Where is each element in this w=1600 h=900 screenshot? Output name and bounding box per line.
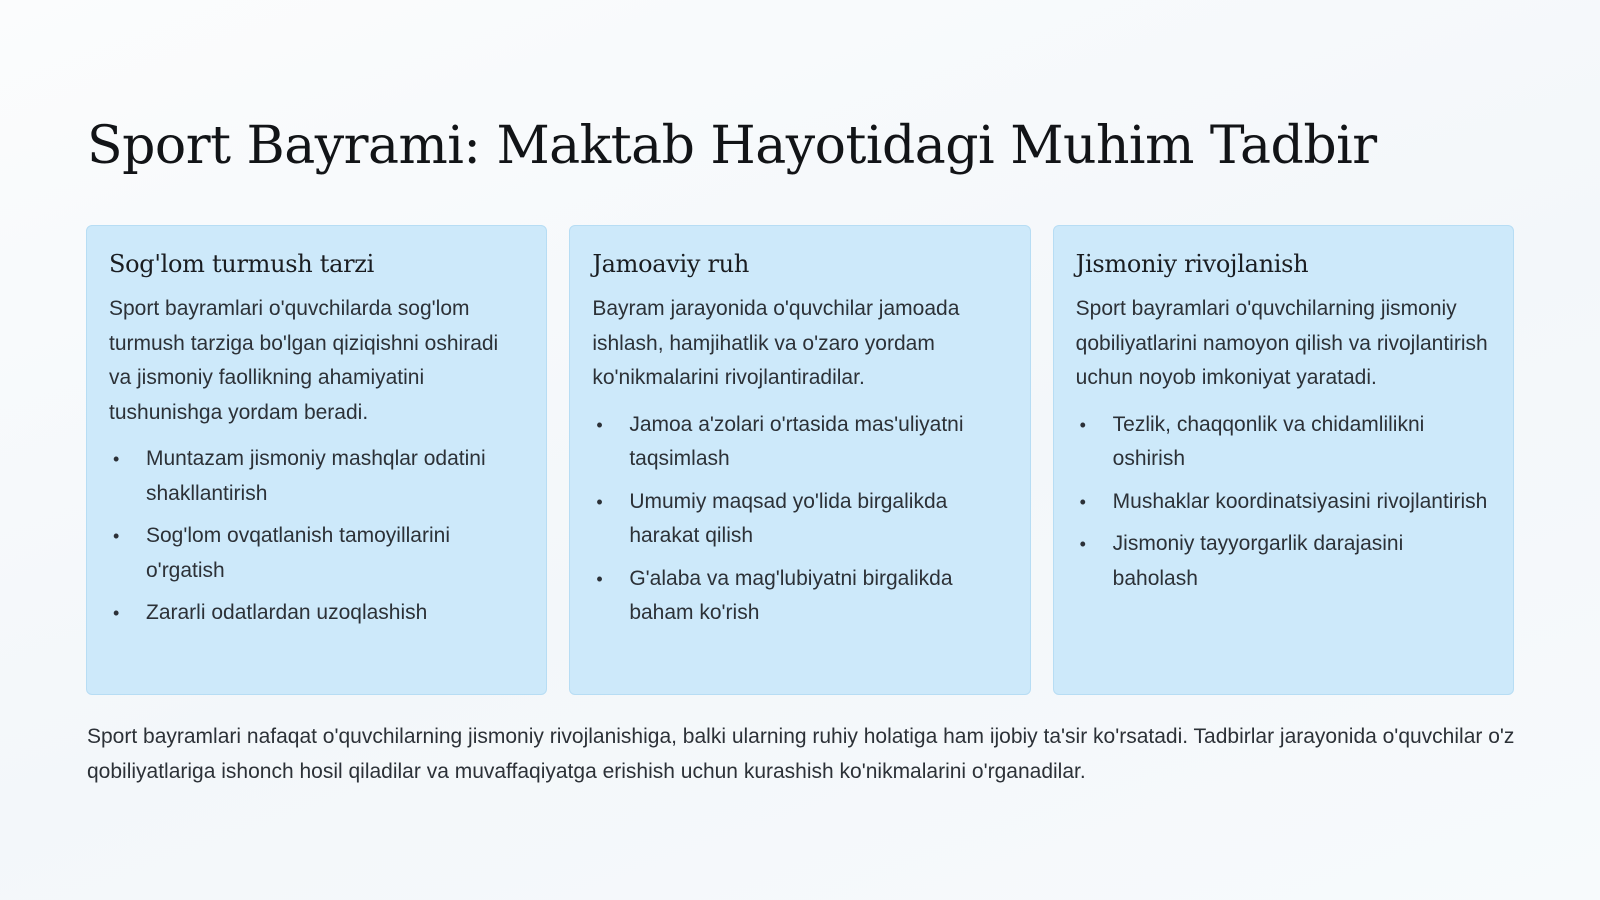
card-bullet-list (1076, 408, 1491, 597)
feature-cards (86, 225, 1514, 695)
card-healthy-lifestyle (86, 225, 547, 695)
card-description: Bayram jarayonida o'quvchilar jamoada ishlash, hamjihatlik va o'zaro yordam ko'nikmalarini rivojlantiradilar. (592, 297, 960, 389)
list-item (1076, 485, 1491, 520)
bullet-icon: • (1079, 491, 1086, 512)
bullet-icon: • (1079, 414, 1086, 435)
bullet-icon: • (1079, 534, 1086, 554)
bullet-icon: • (113, 526, 120, 546)
list-item (109, 596, 524, 631)
list-item (1076, 527, 1491, 596)
list-item-text: Mushaklar koordinatsiyasini rivojlantirish (1112, 489, 1488, 513)
list-item-text: Jamoa a'zolari o'rtasida mas'uliyatni taqsimlash (629, 412, 964, 470)
page-title: Sport Bayrami: Maktab Hayotidagi Muhim Tadbir (87, 116, 1377, 176)
bullet-icon: • (596, 491, 603, 512)
list-item-text: Umumiy maqsad yo'lida birgalikda harakat qilish (629, 489, 948, 547)
list-item (109, 442, 524, 511)
bullet-icon: • (596, 414, 603, 435)
list-item-text: Zararli odatlardan uzoqlashish (146, 601, 428, 624)
list-item-text: G'alaba va mag'lubiyatni birgalikda baham ko'rish (629, 566, 953, 624)
card-bullet-list (109, 442, 524, 631)
bullet-icon: • (596, 568, 603, 589)
card-title: Sog'lom turmush tarzi (109, 250, 375, 278)
list-item (1076, 408, 1491, 477)
card-title: Jamoaviy ruh (592, 250, 749, 278)
list-item (109, 519, 524, 588)
list-item-text: Jismoniy tayyorgarlik darajasini baholash (1112, 532, 1404, 590)
card-title: Jismoniy rivojlanish (1075, 250, 1309, 278)
list-item (592, 408, 1007, 477)
card-team-spirit (569, 225, 1030, 695)
card-bullet-list (592, 408, 1007, 631)
summary-paragraph: Sport bayramlari nafaqat o'quvchilarning jismoniy rivojlanishiga, balki ularning ruhiy holatiga ham ijobiy ta'sir ko'rsatadi. Tadbirlar jarayonida o'quvchilar o'z qobiliyatlariga ishonch hosil qiladilar va muvaffaqiyatga erishish uchun kurashish ko'nikmalarini o'rganadilar. (87, 725, 1515, 783)
card-physical-development (1053, 225, 1514, 695)
list-item-text: Tezlik, chaqqonlik va chidamlilikni oshirish (1112, 412, 1425, 470)
bullet-icon: • (113, 603, 120, 623)
list-item (592, 485, 1007, 554)
list-item-text: Sog'lom ovqatlanish tamoyillarini o'rgatish (146, 524, 450, 582)
bullet-icon: • (113, 449, 120, 469)
card-description: Sport bayramlari o'quvchilarda sog'lom turmush tarziga bo'lgan qiziqishni oshiradi va jismoniy faollikning ahamiyatini tushunishga yordam beradi. (109, 297, 499, 424)
list-item-text: Muntazam jismoniy mashqlar odatini shakllantirish (146, 447, 486, 505)
list-item (592, 562, 1007, 631)
card-description: Sport bayramlari o'quvchilarning jismoniy qobiliyatlarini namoyon qilish va rivojlantirish uchun noyob imkoniyat yaratadi. (1075, 297, 1488, 389)
